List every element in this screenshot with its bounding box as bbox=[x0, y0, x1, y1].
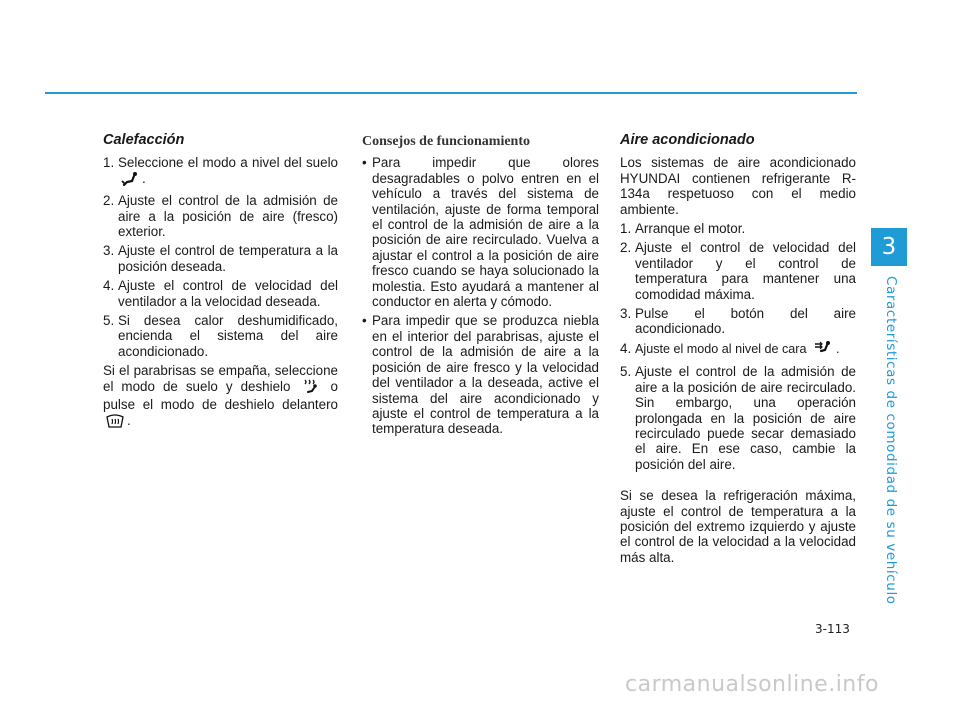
heading-tips: Consejos de funcionamiento bbox=[362, 134, 531, 149]
list-item: 3. Ajuste el control de temperatura a la posición deseada. bbox=[103, 243, 338, 274]
face-mode-icon bbox=[813, 341, 833, 360]
chapter-title: Características de comodidad de su vehículo bbox=[883, 276, 899, 605]
list-item: 5. Si desea calor deshumidificado, encienda el sistema del aire acondicionado. bbox=[103, 313, 338, 359]
list-item: 1. Arranque el motor. bbox=[620, 221, 746, 237]
heading-air-conditioning: Aire acondicionado bbox=[620, 132, 755, 148]
list-item: 4. Ajuste el modo al nivel de cara . bbox=[620, 341, 856, 360]
column-tips bbox=[362, 132, 599, 441]
floor-mode-icon bbox=[121, 172, 139, 189]
front-defrost-icon bbox=[106, 413, 124, 431]
list-item: • Para impedir que se produzca niebla en el interior del parabrisas, ajuste el control de la admisión de aire a la posición de aire fresco y la velocidad del ventilador a la deseada, active el sistema del aire acondicionado y ajuste el control de temperatura a la temperatura deseada. bbox=[362, 313, 599, 437]
chapter-tab: 3 bbox=[871, 228, 907, 266]
defog-note: Si el parabrisas se empaña, seleccione el modo de suelo y deshielo o pulse el modo de deshielo delantero . bbox=[103, 363, 338, 431]
list-item: 2. Ajuste el control de la admisión de aire a la posición de aire (fresco) exterior. bbox=[103, 193, 338, 240]
floor-defrost-mode-icon bbox=[302, 379, 320, 397]
list-item: 4. Ajuste el control de velocidad del ventilador a la velocidad deseada. bbox=[103, 278, 338, 309]
watermark: carmanualsonline.info bbox=[625, 672, 879, 697]
list-item: 5. Ajuste el control de la admisión de aire a la posición de aire recirculado. Sin embargo, una operación prolongada en la posición de aire recirculado puede secar demasiado el aire. En ese caso, cambie la posición del aire. bbox=[620, 364, 856, 472]
top-rule bbox=[45, 92, 857, 94]
intro-paragraph: Los sistemas de aire acondicionado HYUNDAI contienen refrigerante R-134a respetuoso con el medio ambiente. bbox=[620, 155, 856, 217]
outro-paragraph: Si se desea la refrigeración máxima, ajuste el control de temperatura a la posición del extremo izquierdo y ajuste el control de la velocidad a la velocidad más alta. bbox=[620, 488, 856, 565]
list-item: 3. Pulse el botón del aire acondicionado. bbox=[620, 306, 856, 337]
column-heating bbox=[103, 132, 338, 435]
column-air-conditioning bbox=[620, 132, 856, 569]
list-item: • Para impedir que olores desagradables o polvo entren en el vehículo a través del sistema de ventilación, ajuste de forma temporal el control de la admisión de aire a la posición de aire recirculado. Vuelva a ajustar el control a la posición de aire fresco cuando se haya solucionado la molestia. Esto ayudará a mantener al conductor en alerta y cómodo. bbox=[362, 155, 599, 310]
heading-heating: Calefacción bbox=[103, 132, 185, 148]
page-number: 3-113 bbox=[815, 622, 850, 636]
list-item: 2. Ajuste el control de velocidad del ventilador y el control de temperatura para mantener una comodidad máxima. bbox=[620, 240, 856, 302]
list-item: 1. Seleccione el modo a nivel del suelo . bbox=[103, 155, 338, 189]
